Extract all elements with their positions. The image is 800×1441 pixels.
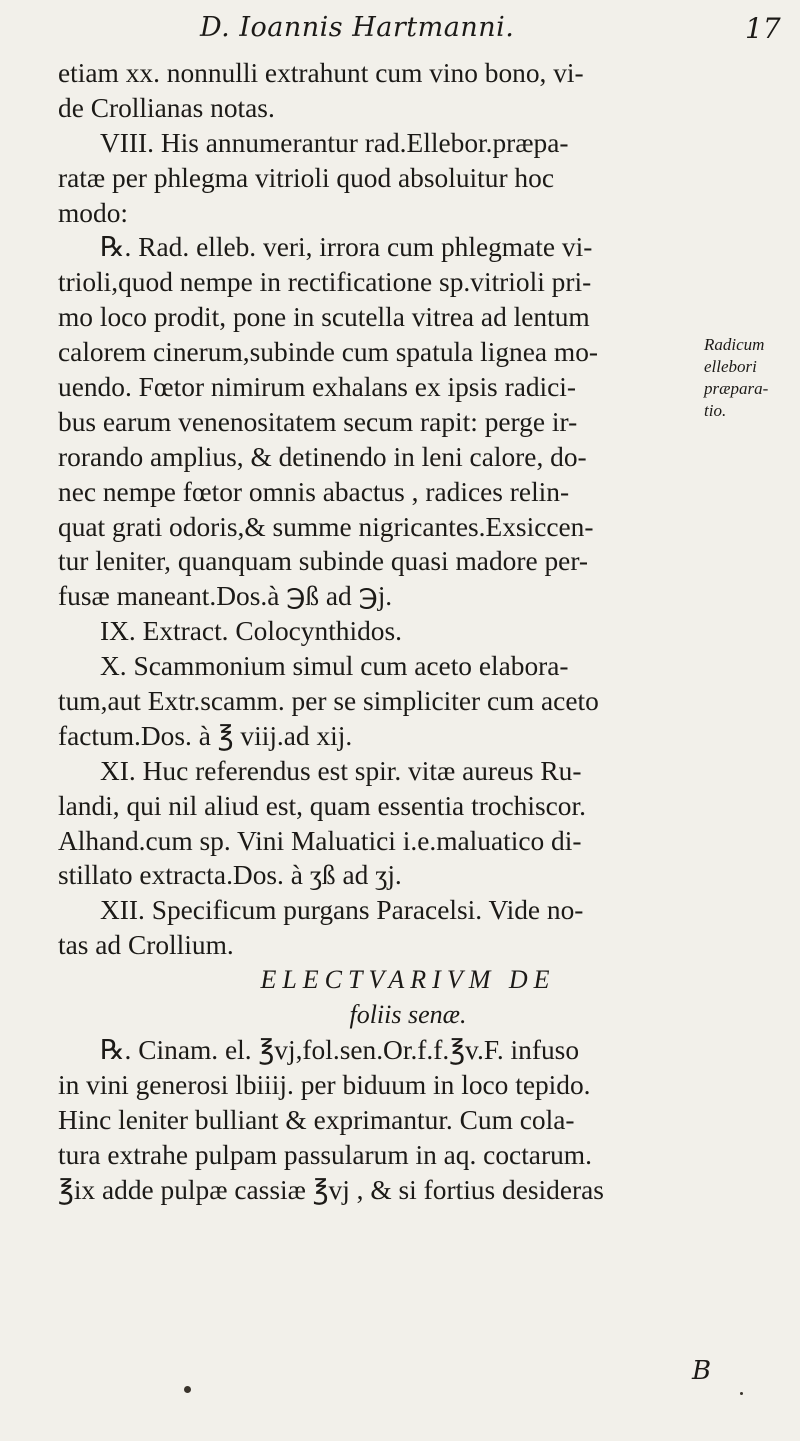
margin-note-line: tio. [704, 401, 727, 420]
text-line: VIII. His annumerantur rad.Ellebor.præpa- [100, 127, 569, 158]
catchword: B [692, 1356, 712, 1386]
text-line: quat grati odoris,& summe nigricantes.Exsiccen- [58, 511, 594, 542]
text-line: de Crollianas notas. [58, 92, 275, 123]
text-line: XII. Specificum purgans Paracelsi. Vide no- [100, 895, 584, 926]
text-line: etiam xx. nonnulli extrahunt cum vino bono, vi- [58, 58, 584, 88]
text-line: uendo. Fœtor nimirum exhalans ex ipsis radici- [58, 372, 577, 403]
text-line: IX. Extract. Colocynthidos. [100, 616, 403, 647]
text-line: landi, qui nil aliud est, quam essentia trochiscor. [58, 790, 586, 821]
text-line: ℥ix adde pulpæ cassiæ ℥vj , & si fortius desideras [58, 1174, 604, 1205]
text-line: nec nempe fœtor omnis abactus , radices relin- [58, 476, 570, 507]
text-line: ℞. Cinam. el. ℥vj,fol.sen.Or.f.f.℥v.F. infuso [100, 1034, 580, 1065]
text-line: calorem cinerum,subinde cum spatula lignea mo- [58, 337, 599, 368]
margin-note-line: Radicum [704, 335, 765, 354]
text-line: bus earum venenositatem secum rapit: perge ir- [58, 406, 578, 437]
text-line: tur leniter, quanquam subinde quasi madore per- [58, 546, 589, 577]
text-line: modo: [58, 197, 129, 228]
body-text [58, 56, 758, 1207]
ink-speck [184, 1386, 191, 1393]
text-line: stillato extracta.Dos. à ʒß ad ʒj. [58, 860, 402, 891]
text-line: tum,aut Extr.scamm. per se simpliciter cum aceto [58, 686, 599, 717]
text-line: tas ad Crollium. [58, 930, 234, 961]
text-line: tura extrahe pulpam passularum in aq. coctarum. [58, 1139, 592, 1170]
section-subheading: foliis senæ. [349, 1000, 467, 1030]
text-line: ratæ per phlegma vitrioli quod absoluitur hoc [58, 162, 554, 193]
text-line: mo loco prodit, pone in scutella vitrea ad lentum [58, 302, 590, 333]
text-line: fusæ maneant.Dos.à ℈ß ad ℈j. [58, 581, 393, 612]
text-line: factum.Dos. à ℥ viij.ad xij. [58, 720, 353, 751]
text-line: ℞. Rad. elleb. veri, irrora cum phlegmate vi- [100, 232, 593, 263]
text-line: trioli,quod nempe in rectificatione sp.vitrioli pri- [58, 267, 592, 298]
section-heading: ELECTVARIVM DE [260, 965, 556, 995]
text-line: Alhand.cum sp. Vini Maluatici i.e.maluatico di- [58, 825, 582, 856]
text-line: in vini generosi lbiiij. per biduum in loco tepido. [58, 1069, 591, 1100]
text-line: X. Scammonium simul cum aceto elabora- [100, 651, 569, 682]
margin-note [704, 334, 800, 422]
running-head: D. Ioannis Hartmanni. [200, 12, 515, 43]
text-line: XI. Huc referendus est spir. vitæ aureus Ru- [100, 755, 582, 786]
ink-speck [740, 1392, 743, 1395]
margin-note-line: præpara- [704, 379, 769, 398]
margin-note-line: ellebori [704, 357, 757, 376]
text-line: rorando amplius, & detinendo in leni calore, do- [58, 441, 587, 472]
page-number: 17 [745, 12, 781, 45]
text-line: Hinc leniter bulliant & exprimantur. Cum cola- [58, 1104, 575, 1135]
